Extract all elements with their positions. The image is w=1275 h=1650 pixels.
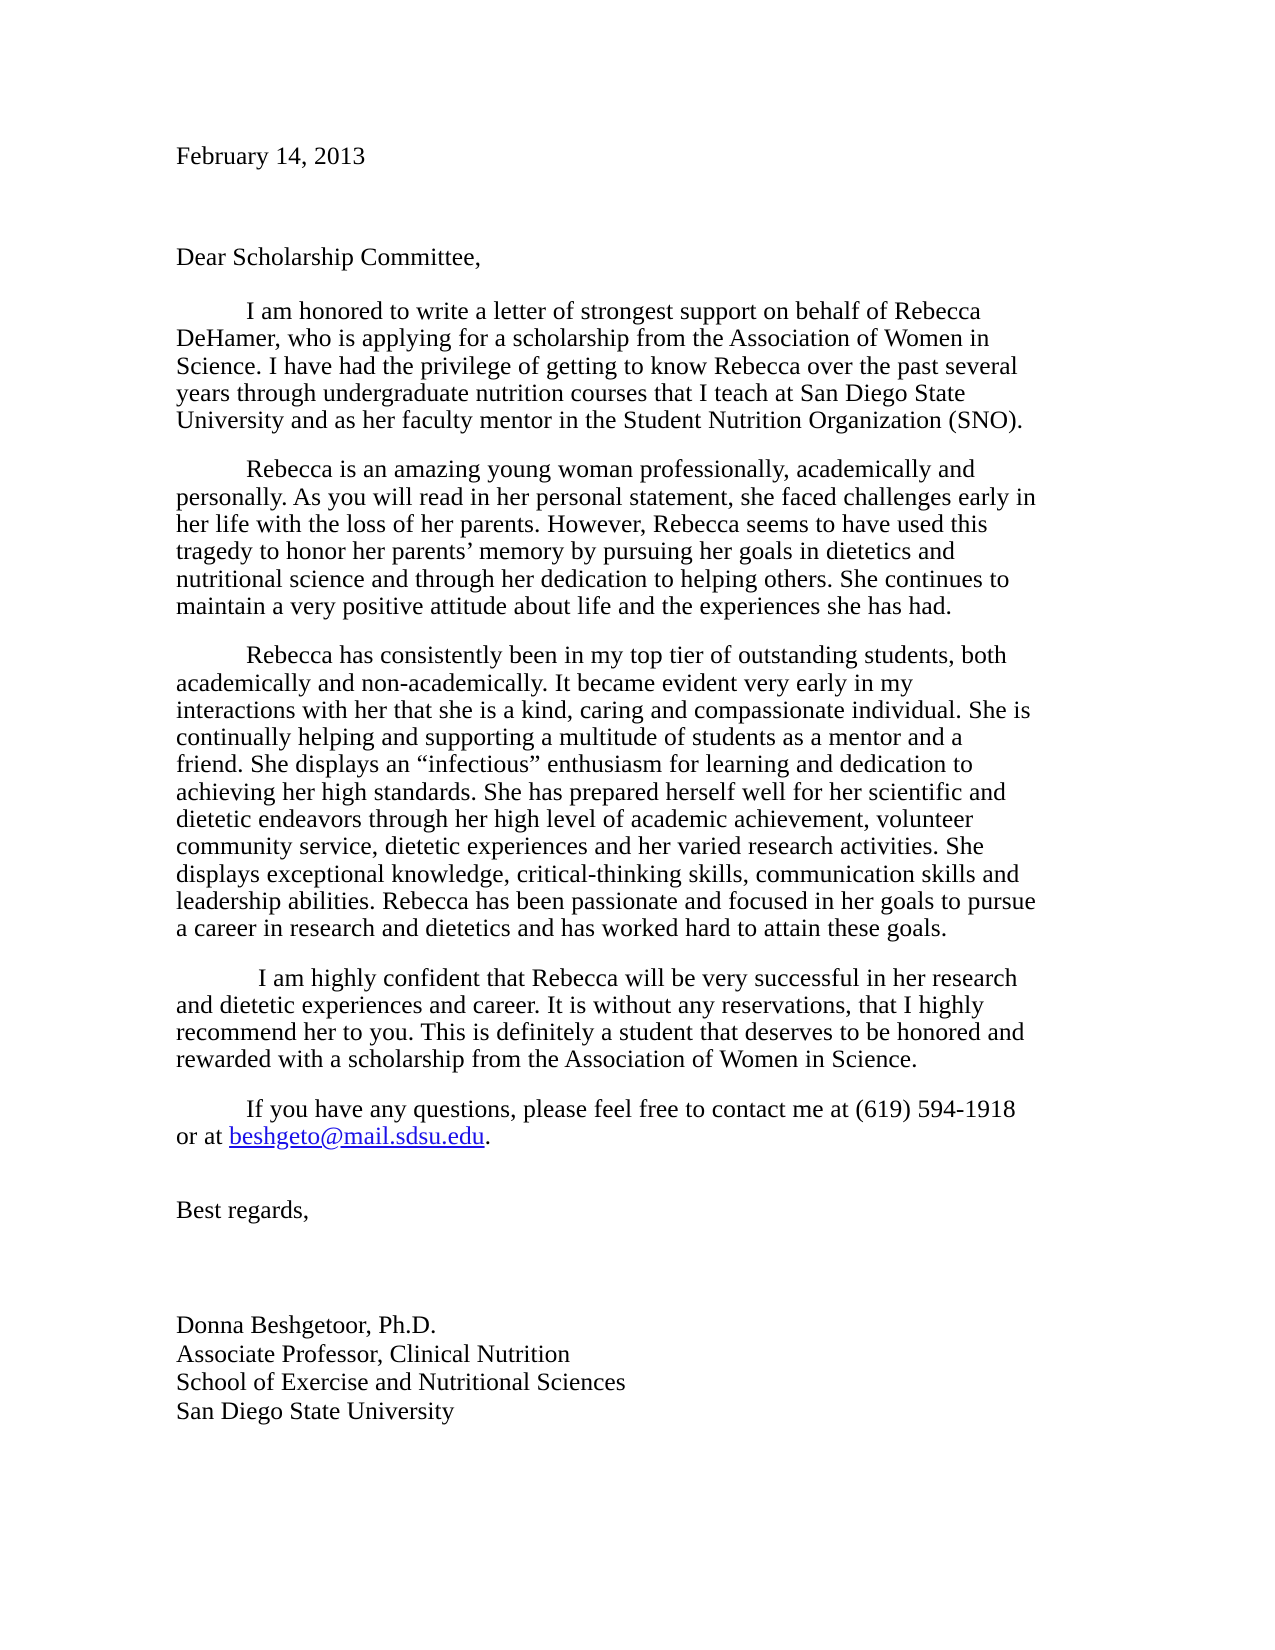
letter-body (176, 297, 1036, 1169)
signer-institution: San Diego State University (176, 1395, 455, 1425)
signer-department: School of Exercise and Nutritional Sciences (176, 1367, 626, 1397)
letter-salutation: Dear Scholarship Committee, (176, 242, 482, 271)
signature-block (176, 1311, 626, 1425)
contact-lead-text: If you have any questions, please feel free to contact me at (246, 1093, 856, 1123)
body-paragraph-1: I am honored to write a letter of strongest support on behalf of Rebecca DeHamer, who is applying for a scholarship from the Association of Women in Science. I have had the privilege of getting to know Rebecca over the past several years through undergraduate nutrition courses that I teach at San Diego State University and as her faculty mentor in the Student Nutrition Organization (SNO). (176, 296, 1024, 435)
contact-phone-number: (619) 594-1918 (855, 1093, 1016, 1123)
signer-name: Donna Beshgetoor, Ph.D. (176, 1310, 437, 1339)
body-paragraph-3: Rebecca has consistently been in my top tier of outstanding students, both academically and non-academically. It became evident very early in my interactions with her that she is a kind, caring and compassionate individual. She is continually helping and supporting a multitude of students as a mentor and a friend. She displays an “infectious” enthusiasm for learning and dedication to achieving her high standards. She has prepared herself well for her scientific and dietetic endeavors through her high level of academic achievement, volunteer community service, dietetic experiences and her varied research activities. She displays exceptional knowledge, critical-thinking skills, communication skills and leadership abilities. Rebecca has been passionate and focused in her goals to pursue a career in research and dietetics and has worked hard to attain these goals. (176, 640, 1036, 943)
contact-trailing-punctuation: . (484, 1121, 492, 1151)
body-paragraph-2: Rebecca is an amazing young woman professionally, academically and personally. As you will read in her personal statement, she faced challenges early in her life with the loss of her parents. However, Rebecca seems to have used this tragedy to honor her parents’ memory by pursuing her goals in dietetics and nutritional science and through her dedication to helping others. She continues to maintain a very positive attitude about life and the experiences she has had. (176, 454, 1036, 620)
contact-conjunction: or at (176, 1121, 230, 1151)
letter-date: February 14, 2013 (176, 141, 366, 170)
signer-title: Associate Professor, Clinical Nutrition (176, 1338, 571, 1368)
body-paragraph-4: I am highly confident that Rebecca will be very successful in her research and dietetic experiences and career. It is without any reservations, that I highly recommend her to you. This is definitely a student that deserves to be honored and rewarded with a scholarship from the Association of Women in Science. (176, 962, 1025, 1074)
letter-closing: Best regards, (176, 1195, 310, 1224)
contact-paragraph (176, 1095, 1036, 1150)
contact-email-link[interactable]: beshgeto@mail.sdsu.edu (229, 1121, 485, 1151)
